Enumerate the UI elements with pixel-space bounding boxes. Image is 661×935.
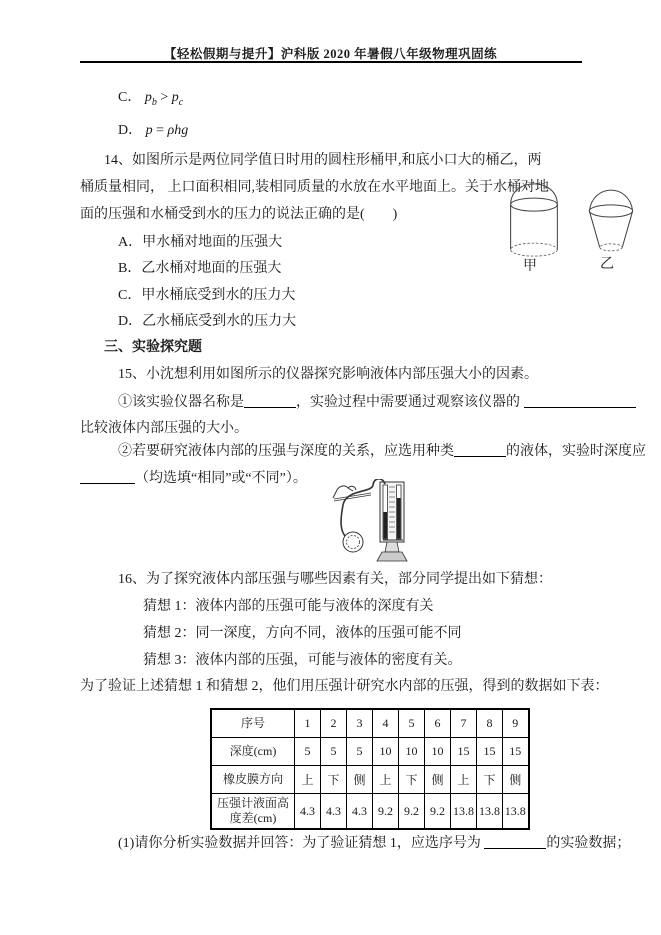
section-title: 三、实验探究题	[104, 340, 202, 355]
q15-part1-line2: 比较液体内部压强的大小。	[80, 421, 248, 436]
value-cell: 4.3	[347, 794, 373, 830]
value-cell: 2	[321, 709, 347, 738]
table-row	[211, 766, 529, 794]
value-cell: 6	[425, 709, 451, 738]
q15-part2-line2: （均选填“相同”或“不同”）。	[80, 469, 307, 488]
value-cell: 3	[347, 709, 373, 738]
row-label-cell: 橡皮膜方向	[211, 766, 295, 794]
value-cell: 4.3	[321, 794, 347, 830]
q13-option-d: D． p = ρhg	[118, 123, 189, 138]
header-divider	[80, 61, 582, 63]
table-row	[211, 738, 529, 766]
blank-underline	[80, 469, 135, 484]
value-cell: 上	[451, 766, 477, 794]
value-cell: 13.8	[503, 794, 529, 830]
value-cell: 9	[503, 709, 529, 738]
q16-intro: 16、为了探究液体内部压强与哪些因素有关，部分同学提出如下猜想：	[118, 572, 552, 587]
pressure-gauge-icon	[331, 479, 416, 569]
table-row	[211, 709, 529, 738]
value-cell: 9.2	[399, 794, 425, 830]
q16-sub1-line: (1)请你分析实验数据并回答：为了验证猜想 1，应选序号为 的实验数据；	[118, 836, 631, 851]
option-letter: D．	[118, 123, 143, 138]
q15-part1-line: ①该实验仪器名称是 ，实验过程中需要通过观察该仪器的	[118, 393, 636, 412]
value-cell: 15	[451, 738, 477, 766]
blank-underline	[524, 393, 636, 408]
value-cell: 侧	[347, 766, 373, 794]
value-cell: 下	[399, 766, 425, 794]
value-cell: 7	[451, 709, 477, 738]
value-cell: 5	[321, 738, 347, 766]
value-cell: 1	[295, 709, 321, 738]
bucket-tapered-figure	[580, 178, 642, 256]
value-cell: 下	[321, 766, 347, 794]
row-label-cell: 序号	[211, 709, 295, 738]
table-row	[211, 794, 529, 830]
page-header-title: 【轻松假期与提升】沪科版 2020 年暑假八年级物理巩固练	[163, 47, 498, 61]
q15-part2-line: ②若要研究液体内部的压强与深度的关系，应选用种类 的液体，实验时深度应	[118, 444, 646, 459]
value-cell: 10	[373, 738, 399, 766]
q16-guess-2: 猜想 2：同一深度，方向不同，液体的压强可能不同	[143, 626, 462, 641]
value-cell: 上	[295, 766, 321, 794]
bucket-jia-icon	[503, 170, 565, 260]
q14-option-d: D．乙水桶底受到水的压力大	[118, 314, 297, 329]
q14-option-c: C．甲水桶底受到水的压力大	[118, 288, 296, 303]
q14-text-line1: 14、如图所示是两位同学值日时用的圆柱形桶甲,和底小口大的桶乙，两	[104, 153, 542, 168]
blank-underline	[454, 442, 506, 457]
value-cell: 13.8	[477, 794, 503, 830]
value-cell: 侧	[503, 766, 529, 794]
pressure-gauge-figure	[331, 479, 416, 569]
data-table	[210, 708, 530, 830]
bucket-yi-icon	[580, 178, 642, 256]
q14-option-a: A．甲水桶对地面的压强大	[118, 235, 283, 250]
value-cell: 4	[373, 709, 399, 738]
value-cell: 上	[373, 766, 399, 794]
row-label-cell: 深度(cm)	[211, 738, 295, 766]
value-cell: 侧	[425, 766, 451, 794]
value-cell: 5	[347, 738, 373, 766]
q14-option-b: B．乙水桶对地面的压强大	[118, 261, 282, 276]
q16-guess-3: 猜想 3：液体内部的压强，可能与液体的密度有关。	[143, 653, 462, 668]
value-cell: 5	[399, 709, 425, 738]
value-cell: 8	[477, 709, 503, 738]
data-table-body	[211, 709, 529, 829]
value-cell: 15	[503, 738, 529, 766]
bucket-cylindrical-figure	[503, 170, 565, 260]
value-cell: 13.8	[451, 794, 477, 830]
value-cell: 下	[477, 766, 503, 794]
blank-underline	[244, 393, 296, 408]
value-cell: 5	[295, 738, 321, 766]
q16-guess-1: 猜想 1：液体内部的压强可能与液体的深度有关	[143, 599, 434, 614]
value-cell: 15	[477, 738, 503, 766]
value-cell: 9.2	[373, 794, 399, 830]
option-letter: C．	[118, 90, 142, 105]
q15-intro: 15、小沈想利用如图所示的仪器探究影响液体内部压强大小的因素。	[118, 367, 538, 382]
value-cell: 9.2	[425, 794, 451, 830]
bucket-jia-label: 甲	[523, 259, 537, 274]
data-table-wrap	[210, 708, 530, 830]
q14-text-line3: 面的压强和水桶受到水的压力的说法正确的是( )	[80, 207, 398, 222]
row-label-cell: 压强计液面高度差(cm)	[211, 794, 295, 830]
bucket-yi-label: 乙	[600, 257, 614, 272]
q13-option-c: C． $p_b > p_c$	[118, 90, 184, 108]
q16-verify-line: 为了验证上述猜想 1 和猜想 2，他们用压强计研究水内部的压强，得到的数据如下表：	[80, 679, 609, 694]
value-cell: 10	[399, 738, 425, 766]
value-cell: 4.3	[295, 794, 321, 830]
value-cell: 10	[425, 738, 451, 766]
q14-text-line2: 桶质量相同， 上口面积相同,装相同质量的水放在水平地面上。关于水桶对地	[80, 180, 549, 195]
blank-underline	[484, 834, 546, 849]
